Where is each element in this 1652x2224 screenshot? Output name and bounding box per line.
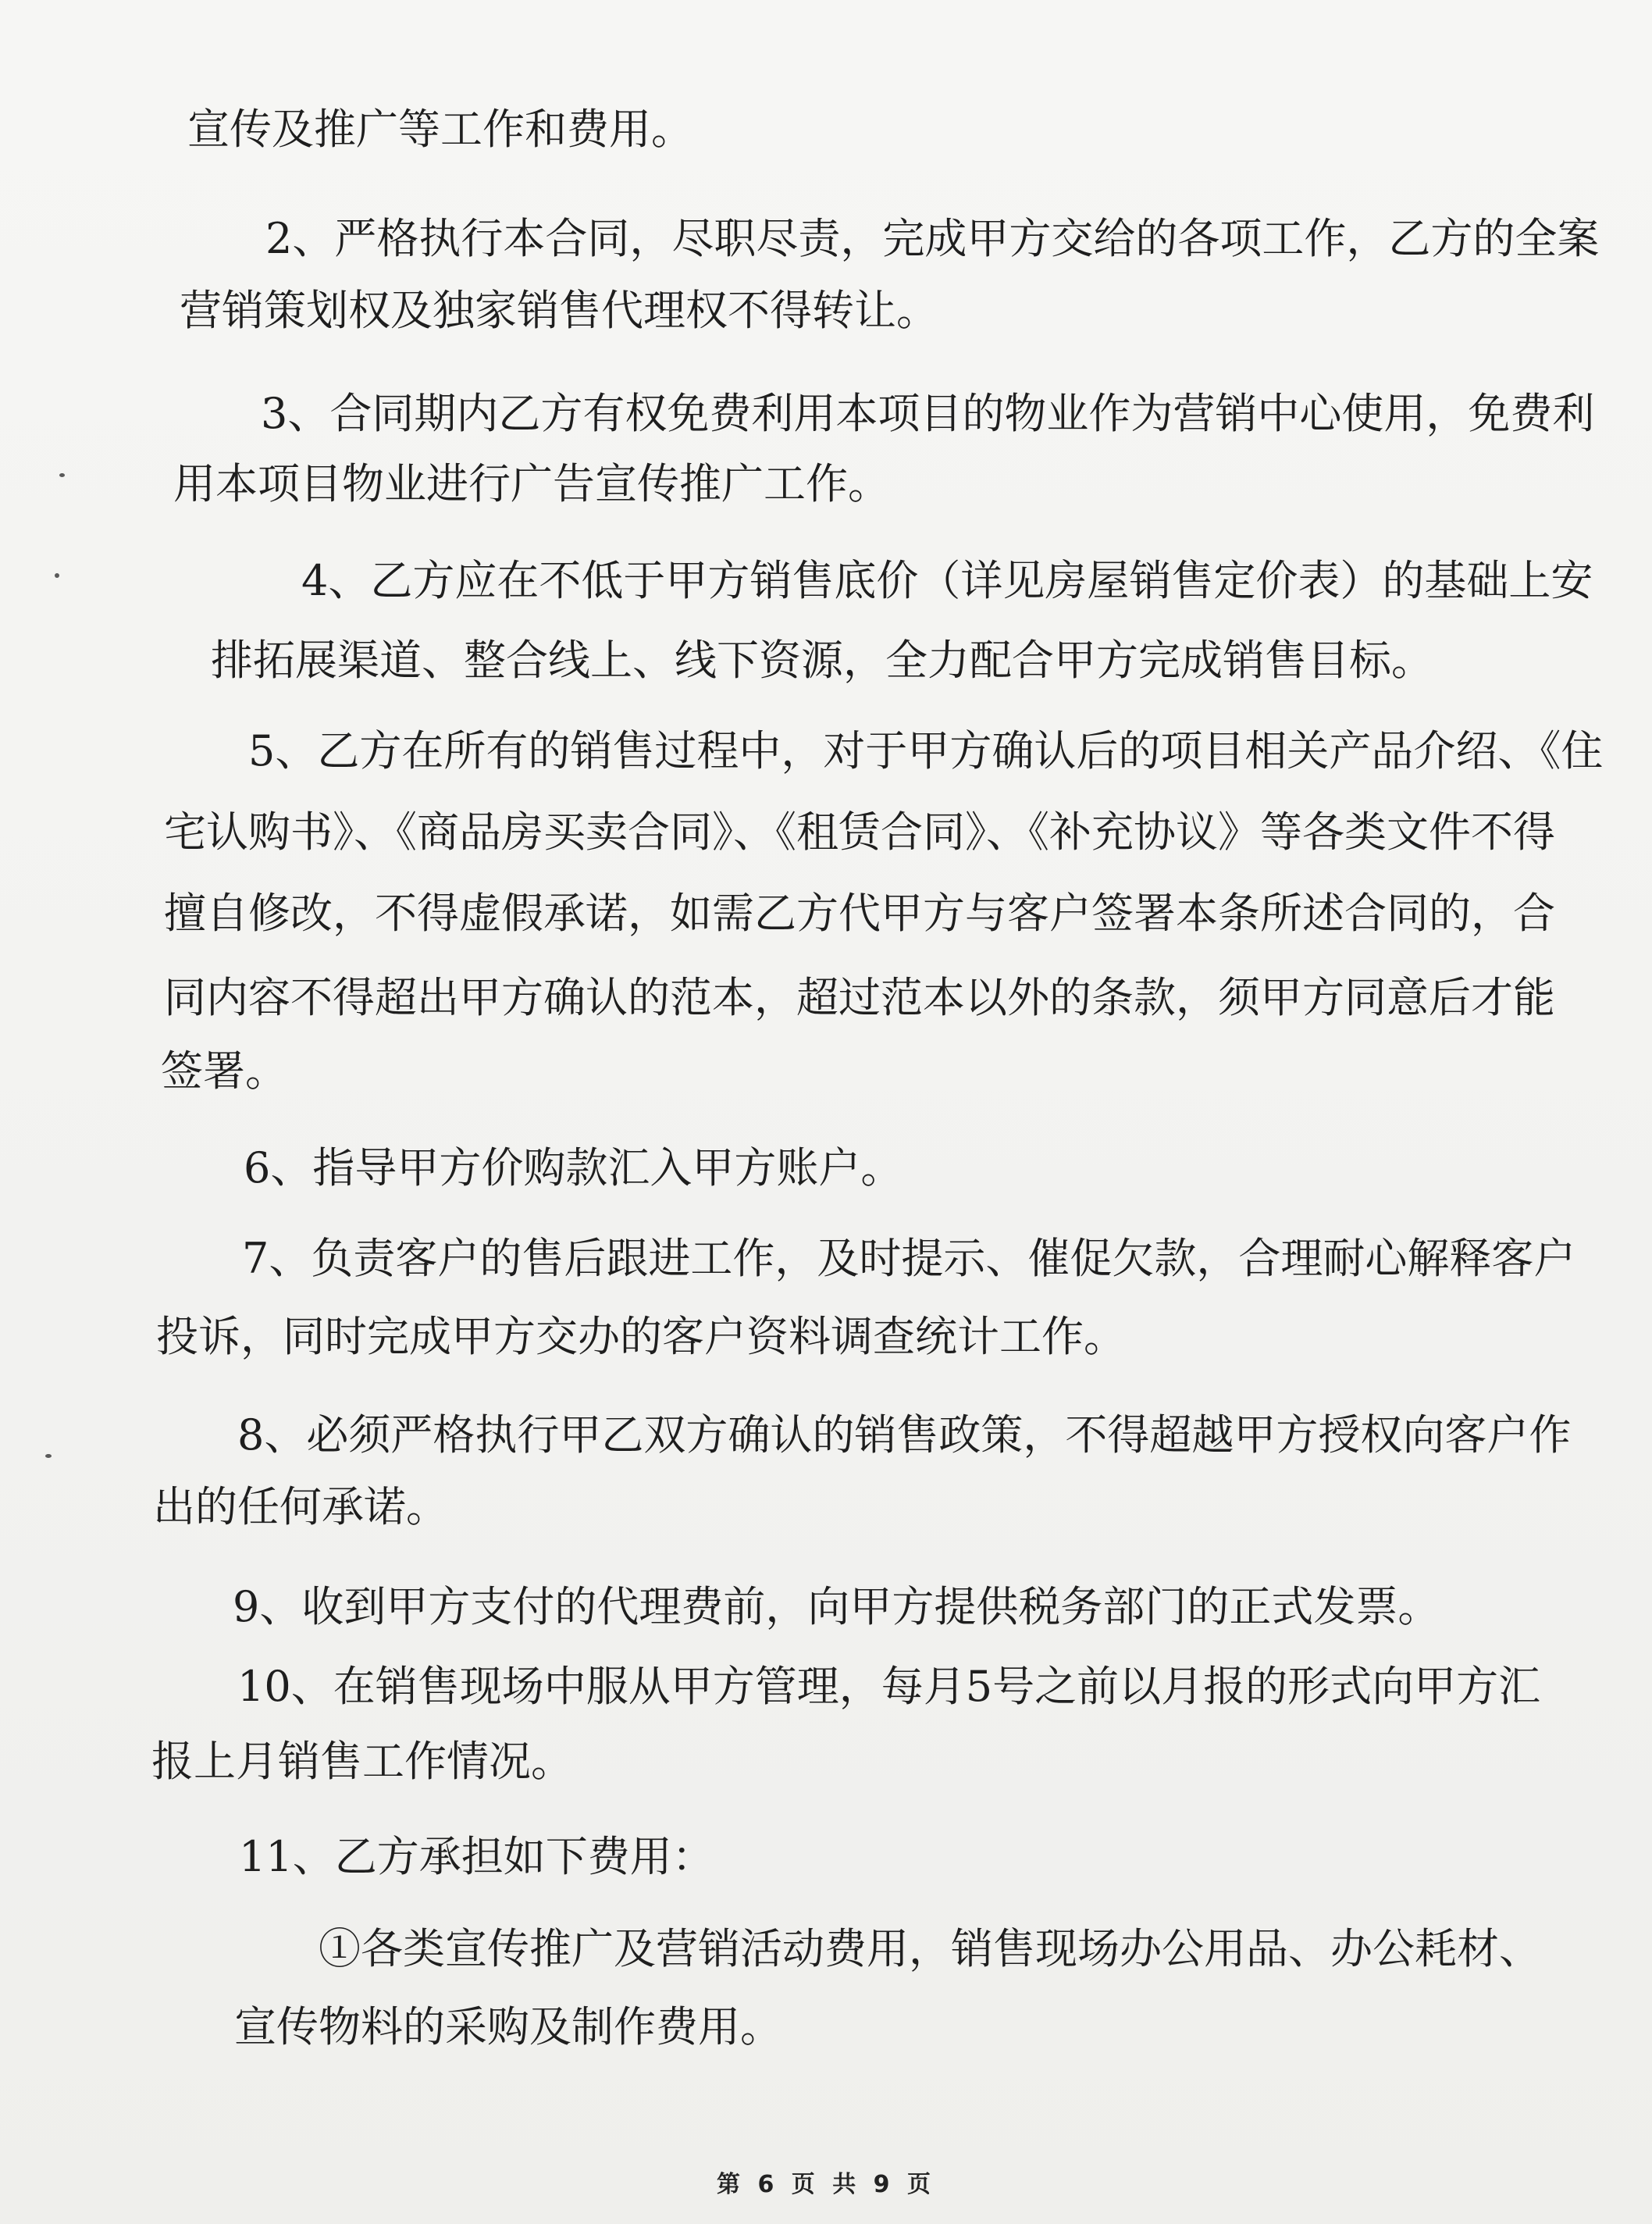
text-line: 3、合同期内乙方有权免费利用本项目的物业作为营销中心使用，免费利 [261,389,1595,438]
page-number: 第 6 页 共 9 页 [717,2171,935,2198]
text-line: 宣传物料的采购及制作费用。 [234,2002,782,2051]
scan-speck [59,473,65,477]
text-line: 擅自修改，不得虚假承诺，如需乙方代甲方与客户签署本条所述合同的，合 [164,889,1555,938]
text-line: 排拓展渠道、整合线上、线下资源，全力配合甲方完成销售目标。 [211,636,1433,685]
text-line: 2、严格执行本合同，尽职尽责，完成甲方交给的各项工作，乙方的全案 [265,214,1600,263]
text-line: 6、指导甲方价购款汇入甲方账户。 [244,1143,903,1192]
text-line: 同内容不得超出甲方确认的范本，超过范本以外的条款，须甲方同意后才能 [164,973,1555,1022]
text-line: 宅认购书》、《商品房买卖合同》、《租赁合同》、《补充协议》等各类文件不得 [164,807,1555,857]
text-line: 用本项目物业进行广告宣传推广工作。 [173,459,890,508]
text-line: 出的任何承诺。 [153,1482,448,1531]
text-line: 10、在销售现场中服从甲方管理，每月5号之前以月报的形式向甲方汇 [237,1662,1541,1711]
text-line: 8、必须严格执行甲乙双方确认的销售政策，不得超越甲方授权向客户作 [237,1410,1572,1460]
text-line: 投诉，同时完成甲方交办的客户资料调查统计工作。 [156,1312,1126,1361]
text-line: 宣传及推广等工作和费用。 [187,105,693,154]
text-line: 报上月销售工作情况。 [151,1737,573,1786]
text-line: 7、负责客户的售后跟进工作，及时提示、催促欠款，合理耐心解释客户 [242,1234,1576,1283]
text-line: 5、乙方在所有的销售过程中，对于甲方确认后的项目相关产品介绍、《住 [248,726,1604,775]
scan-speck [45,1454,52,1458]
text-line: 营销策划权及独家销售代理权不得转让。 [180,286,938,335]
text-line: 4、乙方应在不低于甲方销售底价（详见房屋销售定价表）的基础上安 [301,556,1593,605]
text-line: 11、乙方承担如下费用： [239,1832,714,1881]
text-line: 签署。 [161,1046,287,1096]
text-line: 9、收到甲方支付的代理费前，向甲方提供税务部门的正式发票。 [233,1582,1440,1631]
scan-speck [55,573,59,578]
text-line: ①各类宣传推广及营销活动费用，销售现场办公用品、办公耗材、 [319,1924,1541,1973]
